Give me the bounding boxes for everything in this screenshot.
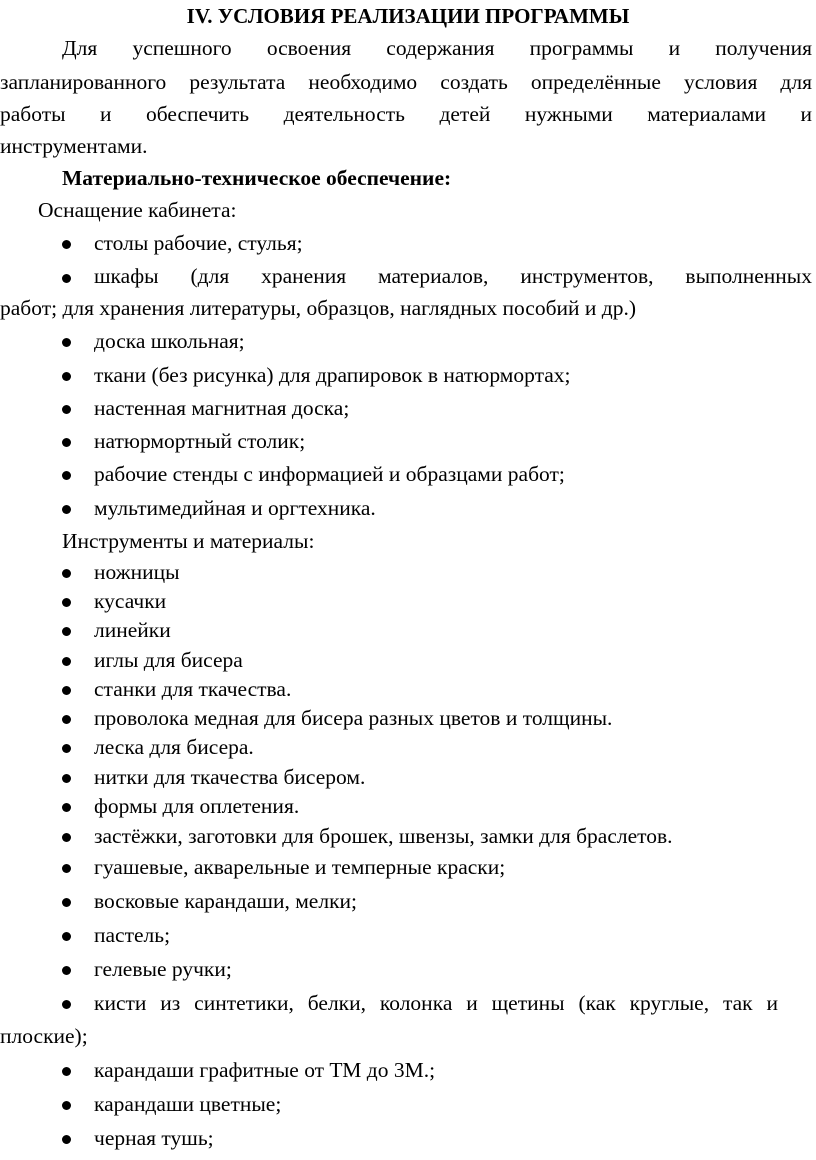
bullet-icon (62, 898, 71, 907)
equipment-item: столы рабочие, стулья; (94, 231, 303, 255)
bullet-icon (62, 657, 71, 666)
tools-item: формы для оплетения. (94, 794, 300, 818)
section-heading: Материально-техническое обеспечение: (62, 166, 452, 190)
bullet-icon (62, 744, 71, 753)
intro-line-2: запланированного результата необходимо создать определённые условия для (0, 70, 812, 94)
bullet-icon (62, 338, 71, 347)
equipment-item: шкафы (для хранения материалов, инструментов, выполненных (94, 264, 812, 288)
bullet-icon (62, 1135, 71, 1144)
equipment-item: мультимедийная и оргтехника. (94, 496, 376, 520)
tools-item: застёжки, заготовки для брошек, швензы, замки для браслетов. (94, 824, 673, 848)
bullet-icon (62, 372, 71, 381)
section-title: IV. УСЛОВИЯ РЕАЛИЗАЦИИ ПРОГРАММЫ (186, 4, 630, 28)
equipment-item: ткани (без рисунка) для драпировок в натюрмортах; (94, 363, 571, 387)
equipment-item: настенная магнитная доска; (94, 396, 350, 420)
bullet-icon (62, 833, 71, 842)
bullet-icon (62, 932, 71, 941)
tools-item: ножницы (94, 560, 180, 584)
bullet-icon (62, 966, 71, 975)
bullet-icon (62, 686, 71, 695)
equipment-label: Оснащение кабинета: (38, 198, 237, 222)
bullet-icon (62, 864, 71, 873)
equipment-item: натюрмортный столик; (94, 429, 306, 453)
tools-item: пастель; (94, 923, 171, 947)
bullet-icon (62, 715, 71, 724)
tools-item-continued: плоские); (0, 1024, 88, 1048)
bullet-icon (62, 1000, 71, 1009)
intro-line-1: Для успешного освоения содержания программы и получения (62, 36, 812, 60)
bullet-icon (62, 505, 71, 514)
tools-item: линейки (94, 618, 171, 642)
tools-item: черная тушь; (94, 1126, 214, 1150)
tools-item: леска для бисера. (94, 735, 254, 759)
bullet-icon (62, 1067, 71, 1076)
bullet-icon (62, 598, 71, 607)
tools-item: проволока медная для бисера разных цветов и толщины. (94, 706, 613, 730)
bullet-icon (62, 405, 71, 414)
tools-item: гуашевые, акварельные и темперные краски; (94, 855, 506, 879)
bullet-icon (62, 627, 71, 636)
bullet-icon (62, 274, 71, 283)
tools-item: нитки для ткачества бисером. (94, 765, 366, 789)
tools-item: восковые карандаши, мелки; (94, 889, 358, 913)
tools-item: кусачки (94, 589, 167, 613)
tools-item: гелевые ручки; (94, 957, 232, 981)
bullet-icon (62, 438, 71, 447)
tools-item: карандаши цветные; (94, 1092, 282, 1116)
bullet-icon (62, 471, 71, 480)
equipment-item-continued: работ; для хранения литературы, образцов, наглядных пособий и др.) (0, 296, 637, 320)
bullet-icon (62, 569, 71, 578)
equipment-item: доска школьная; (94, 329, 245, 353)
intro-line-3: работы и обеспечить деятельность детей нужными материалами и (0, 102, 812, 126)
tools-item: иглы для бисера (94, 648, 243, 672)
bullet-icon (62, 1101, 71, 1110)
bullet-icon (62, 774, 71, 783)
tools-item: кисти из синтетики, белки, колонка и щетины (как круглые, так и (94, 991, 778, 1015)
bullet-icon (62, 803, 71, 812)
tools-item: станки для ткачества. (94, 677, 292, 701)
tools-label: Инструменты и материалы: (62, 529, 315, 553)
bullet-icon (62, 240, 71, 249)
intro-line-4: инструментами. (0, 134, 148, 158)
equipment-item: рабочие стенды с информацией и образцами работ; (94, 462, 565, 486)
tools-item: карандаши графитные от ТМ до 3М.; (94, 1058, 436, 1082)
